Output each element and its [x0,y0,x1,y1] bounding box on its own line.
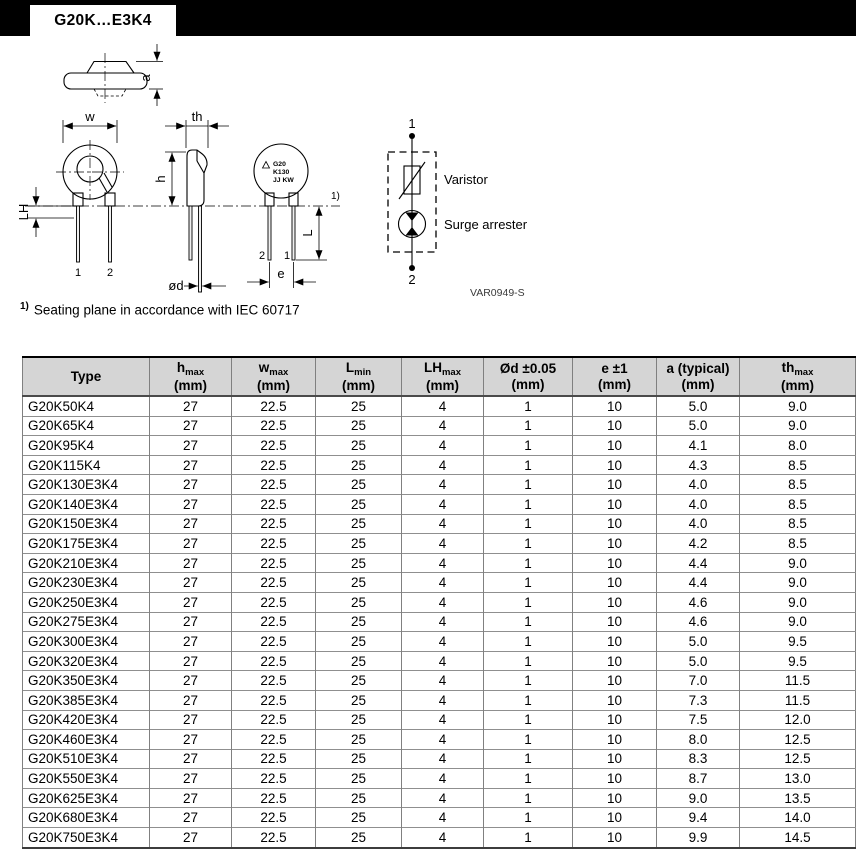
value-cell: 10 [573,553,657,573]
type-cell: G20K50K4 [23,396,150,416]
value-cell: 22.5 [232,396,316,416]
type-cell: G20K550E3K4 [23,769,150,789]
dim-label-od: ød [168,278,184,293]
table-row [23,632,856,652]
value-cell: 1 [484,514,573,534]
value-cell: 4.4 [657,573,740,593]
value-cell: 22.5 [232,788,316,808]
value-cell: 10 [573,514,657,534]
value-cell: 8.3 [657,749,740,769]
value-cell: 10 [573,416,657,436]
value-cell: 1 [484,671,573,691]
seating-plane-ref: 1) [331,191,340,202]
value-cell: 10 [573,396,657,416]
value-cell: 25 [316,690,402,710]
value-cell: 9.0 [740,396,856,416]
value-cell: 25 [316,612,402,632]
value-cell: 22.5 [232,475,316,495]
value-cell: 22.5 [232,514,316,534]
value-cell: 10 [573,436,657,456]
h-dimension [153,152,186,205]
l-dimension [296,207,327,260]
value-cell: 13.0 [740,769,856,789]
value-cell: 22.5 [232,573,316,593]
value-cell: 1 [484,769,573,789]
value-cell: 22.5 [232,553,316,573]
value-cell: 4.2 [657,534,740,554]
brand-triangle-icon [263,162,270,169]
col-header-a: a (typical) (mm) [657,357,740,396]
table-row [23,710,856,730]
value-cell: 27 [150,612,232,632]
value-cell: 22.5 [232,828,316,848]
value-cell: 4 [402,612,484,632]
value-cell: 25 [316,808,402,828]
value-cell: 4 [402,494,484,514]
value-cell: 27 [150,788,232,808]
value-cell: 9.0 [740,612,856,632]
value-cell: 27 [150,671,232,691]
type-cell: G20K175E3K4 [23,534,150,554]
value-cell: 8.5 [740,455,856,475]
value-cell: 4 [402,553,484,573]
col-header-l-min: $L_{min}$ (mm) [316,357,402,396]
value-cell: 25 [316,553,402,573]
value-cell: 10 [573,573,657,593]
type-cell: G20K300E3K4 [23,632,150,652]
value-cell: 4 [402,416,484,436]
value-cell: 25 [316,710,402,730]
value-cell: 27 [150,749,232,769]
value-cell: 1 [484,612,573,632]
value-cell: 13.5 [740,788,856,808]
table-row [23,828,856,848]
dim-label-l: L [300,229,315,237]
value-cell: 10 [573,455,657,475]
value-cell: 7.0 [657,671,740,691]
table-row [23,769,856,789]
table-row [23,396,856,416]
table-row [23,573,856,593]
table-row [23,808,856,828]
disc-marking-line3: JJ KW [273,177,294,184]
type-cell: G20K625E3K4 [23,788,150,808]
value-cell: 1 [484,416,573,436]
value-cell: 5.0 [657,632,740,652]
terminal-2-label: 2 [408,272,416,287]
value-cell: 4 [402,730,484,750]
technical-drawing [0,40,856,310]
value-cell: 4.3 [657,455,740,475]
value-cell: 22.5 [232,632,316,652]
disc-marking-line1: G20 [273,161,286,168]
type-cell: G20K230E3K4 [23,573,150,593]
value-cell: 9.0 [740,553,856,573]
terminal-1-label: 1 [408,116,416,131]
footnote [20,301,300,318]
table-row [23,671,856,691]
value-cell: 10 [573,475,657,495]
col-header-w-max: $w_{max}$ (mm) [232,357,316,396]
type-cell: G20K65K4 [23,416,150,436]
type-cell: G20K140E3K4 [23,494,150,514]
value-cell: 25 [316,416,402,436]
value-cell: 9.0 [740,416,856,436]
table-row [23,475,856,495]
value-cell: 1 [484,436,573,456]
table-row [23,416,856,436]
dim-label-h: h [153,175,168,183]
value-cell: 27 [150,769,232,789]
varistor-legend-label: Varistor [444,172,488,187]
col-header-e: e ±1 (mm) [573,357,657,396]
value-cell: 25 [316,514,402,534]
value-cell: 4 [402,788,484,808]
dim-label-a: a [138,74,153,82]
type-cell: G20K510E3K4 [23,749,150,769]
value-cell: 1 [484,828,573,848]
col-header-lh-max: $LH_{max}$ (mm) [402,357,484,396]
footnote-marker: 1) [20,301,29,312]
value-cell: 4 [402,690,484,710]
value-cell: 4.0 [657,475,740,495]
od-dimension [168,278,226,293]
value-cell: 5.0 [657,651,740,671]
type-cell: G20K750E3K4 [23,828,150,848]
table-row [23,553,856,573]
disc-lead-2-label: 2 [258,250,266,262]
value-cell: 22.5 [232,651,316,671]
table-row [23,651,856,671]
value-cell: 4 [402,769,484,789]
table-row [23,436,856,456]
value-cell: 10 [573,710,657,730]
th-dimension [165,109,229,148]
value-cell: 22.5 [232,808,316,828]
value-cell: 7.3 [657,690,740,710]
value-cell: 4 [402,808,484,828]
value-cell: 4 [402,534,484,554]
col-header-d: Ød ±0.05 (mm) [484,357,573,396]
value-cell: 10 [573,749,657,769]
value-cell: 27 [150,436,232,456]
page-header-bar [0,0,856,36]
value-cell: 25 [316,534,402,554]
value-cell: 4.1 [657,436,740,456]
value-cell: 25 [316,651,402,671]
figure-code: VAR0949-S [470,287,525,299]
value-cell: 10 [573,612,657,632]
value-cell: 25 [316,788,402,808]
value-cell: 25 [316,671,402,691]
table-row [23,534,856,554]
value-cell: 27 [150,651,232,671]
value-cell: 10 [573,769,657,789]
value-cell: 22.5 [232,690,316,710]
terminal-2-dot [409,265,415,271]
value-cell: 27 [150,396,232,416]
value-cell: 4.6 [657,592,740,612]
value-cell: 8.0 [657,730,740,750]
value-cell: 27 [150,475,232,495]
value-cell: 9.0 [740,573,856,593]
value-cell: 25 [316,592,402,612]
value-cell: 4 [402,455,484,475]
value-cell: 14.0 [740,808,856,828]
value-cell: 1 [484,455,573,475]
type-cell: G20K385E3K4 [23,690,150,710]
type-cell: G20K350E3K4 [23,671,150,691]
value-cell: 25 [316,573,402,593]
value-cell: 12.5 [740,730,856,750]
value-cell: 1 [484,553,573,573]
value-cell: 22.5 [232,730,316,750]
type-cell: G20K95K4 [23,436,150,456]
value-cell: 27 [150,553,232,573]
value-cell: 1 [484,534,573,554]
value-cell: 9.9 [657,828,740,848]
value-cell: 27 [150,632,232,652]
value-cell: 22.5 [232,612,316,632]
value-cell: 22.5 [232,671,316,691]
disc-marking-line2: K130 [273,169,290,176]
value-cell: 25 [316,475,402,495]
value-cell: 10 [573,592,657,612]
value-cell: 4 [402,514,484,534]
value-cell: 27 [150,690,232,710]
value-cell: 1 [484,592,573,612]
value-cell: 8.5 [740,534,856,554]
dimensions-table [22,356,856,849]
front-lead-1-label: 1 [74,267,82,279]
type-cell: G20K250E3K4 [23,592,150,612]
value-cell: 22.5 [232,592,316,612]
value-cell: 22.5 [232,416,316,436]
value-cell: 25 [316,828,402,848]
value-cell: 22.5 [232,769,316,789]
value-cell: 1 [484,494,573,514]
col-header-h-max: $h_{max}$ (mm) [150,357,232,396]
value-cell: 7.5 [657,710,740,730]
dim-label-w: w [85,109,95,124]
value-cell: 27 [150,573,232,593]
value-cell: 9.4 [657,808,740,828]
value-cell: 10 [573,730,657,750]
table-header [23,357,856,396]
value-cell: 4 [402,749,484,769]
value-cell: 1 [484,710,573,730]
value-cell: 10 [573,671,657,691]
value-cell: 12.5 [740,749,856,769]
value-cell: 1 [484,632,573,652]
value-cell: 1 [484,788,573,808]
table-row [23,788,856,808]
value-cell: 4 [402,671,484,691]
front-lead-2-label: 2 [106,267,114,279]
col-header-type: Type [23,357,150,396]
value-cell: 4 [402,828,484,848]
value-cell: 22.5 [232,494,316,514]
value-cell: 4 [402,710,484,730]
type-cell: G20K150E3K4 [23,514,150,534]
value-cell: 27 [150,416,232,436]
value-cell: 10 [573,788,657,808]
value-cell: 10 [573,494,657,514]
page-title: G20K…E3K4 [30,5,176,36]
value-cell: 10 [573,808,657,828]
value-cell: 25 [316,769,402,789]
value-cell: 10 [573,690,657,710]
type-cell: G20K460E3K4 [23,730,150,750]
front-view-drawing [16,109,124,279]
table-row [23,612,856,632]
table-row [23,514,856,534]
type-cell: G20K320E3K4 [23,651,150,671]
value-cell: 9.0 [740,592,856,612]
value-cell: 25 [316,749,402,769]
value-cell: 27 [150,730,232,750]
value-cell: 25 [316,396,402,416]
terminal-1-dot [409,133,415,139]
value-cell: 4.0 [657,514,740,534]
value-cell: 27 [150,828,232,848]
side-view-drawing [153,109,229,293]
surge-arrester-legend-label: Surge arrester [444,217,528,232]
value-cell: 22.5 [232,455,316,475]
value-cell: 9.0 [657,788,740,808]
value-cell: 4 [402,396,484,416]
value-cell: 4.4 [657,553,740,573]
lh-dimension [16,187,74,237]
marked-disc-drawing [247,144,327,288]
dim-label-e: e [277,266,285,281]
value-cell: 22.5 [232,436,316,456]
col-header-th-max: $th_{max}$ (mm) [740,357,856,396]
value-cell: 25 [316,632,402,652]
value-cell: 11.5 [740,690,856,710]
table-row [23,690,856,710]
dim-label-th: th [191,109,203,124]
value-cell: 1 [484,808,573,828]
table-row [23,749,856,769]
type-cell: G20K680E3K4 [23,808,150,828]
value-cell: 1 [484,749,573,769]
value-cell: 1 [484,690,573,710]
value-cell: 11.5 [740,671,856,691]
value-cell: 1 [484,573,573,593]
value-cell: 12.0 [740,710,856,730]
value-cell: 10 [573,632,657,652]
value-cell: 10 [573,828,657,848]
value-cell: 27 [150,808,232,828]
footnote-text: Seating plane in accordance with IEC 60717 [33,302,300,318]
value-cell: 1 [484,475,573,495]
disc-lead-1-label: 1 [283,250,291,262]
value-cell: 27 [150,710,232,730]
e-dimension [247,262,316,288]
value-cell: 4 [402,592,484,612]
value-cell: 8.7 [657,769,740,789]
value-cell: 4.0 [657,494,740,514]
value-cell: 9.5 [740,632,856,652]
value-cell: 10 [573,651,657,671]
value-cell: 9.5 [740,651,856,671]
value-cell: 1 [484,730,573,750]
value-cell: 4 [402,436,484,456]
value-cell: 27 [150,592,232,612]
value-cell: 4 [402,475,484,495]
value-cell: 22.5 [232,534,316,554]
value-cell: 27 [150,494,232,514]
value-cell: 25 [316,494,402,514]
value-cell: 8.5 [740,514,856,534]
value-cell: 4 [402,632,484,652]
value-cell: 8.5 [740,494,856,514]
value-cell: 25 [316,436,402,456]
value-cell: 4 [402,651,484,671]
top-view-drawing [64,44,163,106]
dim-label-lh: LH [16,203,31,221]
table-row [23,455,856,475]
value-cell: 27 [150,455,232,475]
value-cell: 27 [150,534,232,554]
circuit-symbol [388,116,528,299]
value-cell: 1 [484,396,573,416]
value-cell: 10 [573,534,657,554]
value-cell: 5.0 [657,396,740,416]
type-cell: G20K275E3K4 [23,612,150,632]
value-cell: 27 [150,514,232,534]
value-cell: 1 [484,651,573,671]
value-cell: 4 [402,573,484,593]
a-dimension [136,44,163,106]
value-cell: 8.5 [740,475,856,495]
value-cell: 22.5 [232,749,316,769]
value-cell: 22.5 [232,710,316,730]
type-cell: G20K130E3K4 [23,475,150,495]
value-cell: 5.0 [657,416,740,436]
value-cell: 4.6 [657,612,740,632]
w-dimension [63,109,117,143]
type-cell: G20K420E3K4 [23,710,150,730]
table-row [23,494,856,514]
value-cell: 25 [316,455,402,475]
value-cell: 25 [316,730,402,750]
table-row [23,592,856,612]
type-cell: G20K210E3K4 [23,553,150,573]
value-cell: 14.5 [740,828,856,848]
value-cell: 8.0 [740,436,856,456]
table-row [23,730,856,750]
type-cell: G20K115K4 [23,455,150,475]
table-body [23,396,856,848]
